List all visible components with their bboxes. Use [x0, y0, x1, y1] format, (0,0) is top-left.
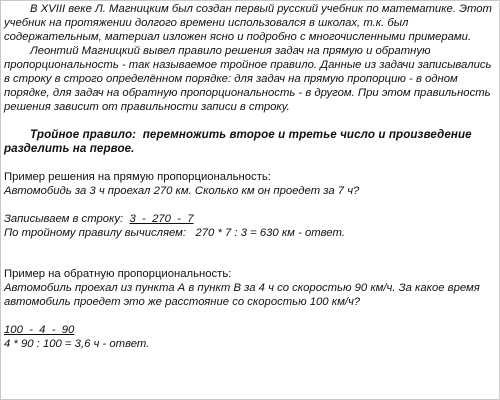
- inverse-record-line: [4, 323, 494, 337]
- frame-border-top: [0, 0, 500, 1]
- inverse-record-value: 100 - 4 - 90: [4, 324, 75, 336]
- history-paragraph-2: Леонтий Магницкий вывел правило решения задач на прямую и обратную пропорциональность - так называемое тройное правило. Данные из задачи записывались в строку в строго определённом порядке: для задач на прямую пропорцию - в одном порядке, для задач на обратную пропорциональность - в другом. При этом правильность решения зависит от правильности записи в строку.: [4, 45, 492, 113]
- spacer: [4, 309, 494, 323]
- direct-example-problem: Автомобидь за 3 ч проехал 270 км. Сколько км он проедет за 7 ч?: [4, 185, 360, 197]
- direct-calculation: По тройному правилу вычисляем: 270 * 7 : 3 = 630 км - ответ.: [4, 227, 345, 239]
- spacer: [4, 198, 494, 212]
- spacer: [4, 156, 494, 170]
- direct-record-value: 3 - 270 - 7: [129, 213, 194, 225]
- frame-border-left: [0, 0, 1, 400]
- triple-rule-text: перемножить второе и третье число и произведение разделить на первое.: [4, 128, 472, 155]
- direct-record-label: Записываем в строку:: [4, 213, 124, 225]
- history-paragraph-1: В XVIII веке Л. Магницким был создан первый русский учебник по математике. Этот учебник на протяжении долгого времени использовался в школах, т.к. был содержательным, материал изложен ясно и подробно с многочисленными примерами.: [4, 3, 492, 43]
- inverse-example-heading: Пример на обратную пропорциональность:: [4, 268, 232, 280]
- spacer: [4, 240, 494, 267]
- triple-rule-label: Тройное правило:: [30, 128, 137, 141]
- direct-example-heading: Пример решения на прямую пропорциональность:: [4, 171, 271, 183]
- spacer: [4, 114, 494, 128]
- inverse-calculation: 4 * 90 : 100 = 3,6 ч - ответ.: [4, 338, 150, 350]
- triple-rule: [4, 128, 494, 156]
- inverse-example-problem: Автомобиль проехал из пункта А в пункт В за 4 ч со скоростью 90 км/ч. За какое время автомобиль проедет это же расстояние со скоростью 100 км/ч?: [4, 282, 480, 308]
- direct-record-line: [4, 212, 494, 226]
